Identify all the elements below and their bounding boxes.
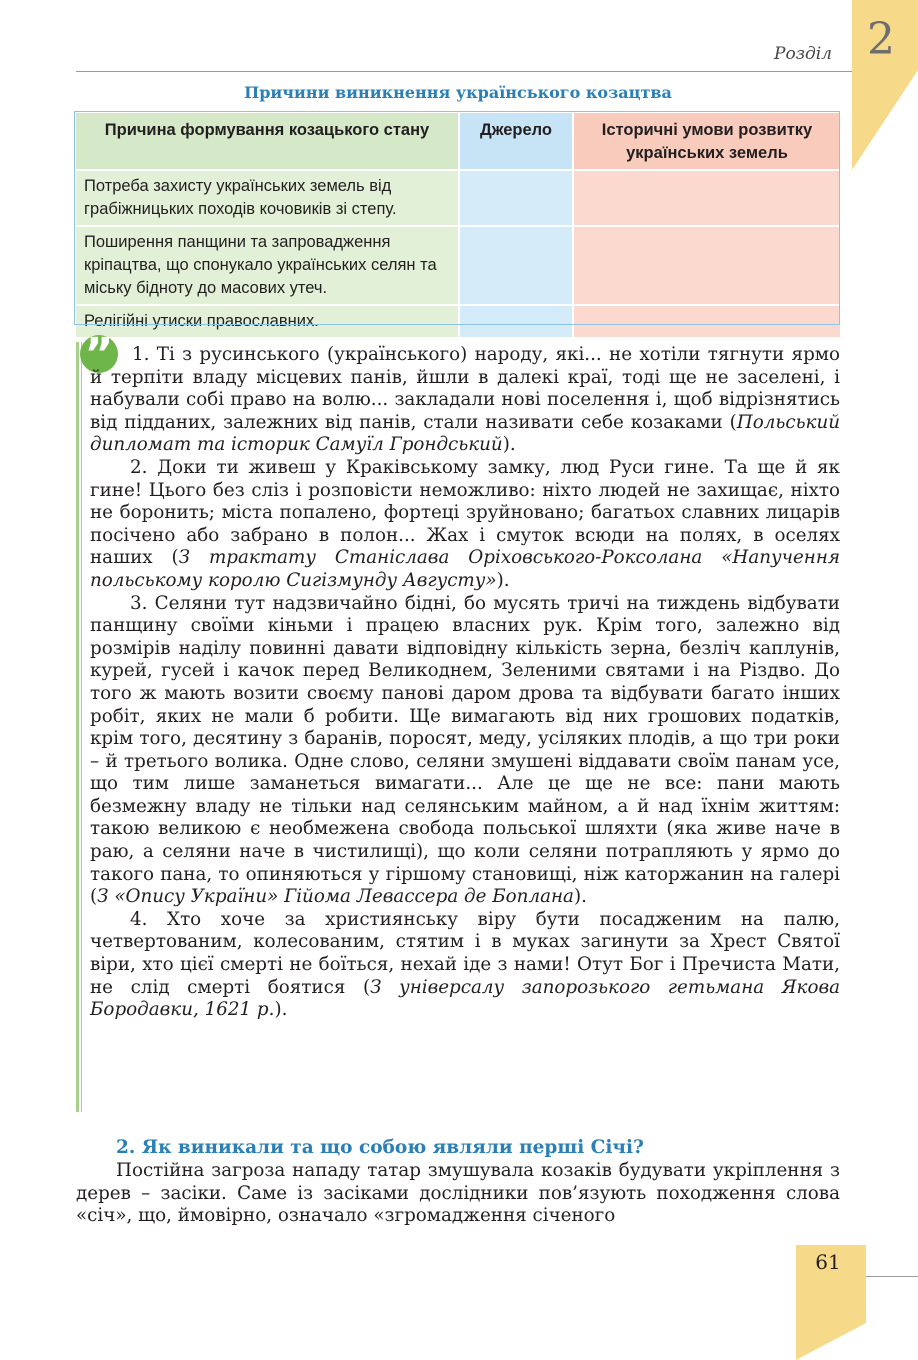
cell-reason: Потреба захисту українських земель від грабіжницьких походів кочовиків зі степу. [75, 170, 459, 226]
source-paragraph [90, 909, 840, 1022]
table-row [75, 170, 841, 226]
source-attribution: З універсалу запорозького гетьмана Якова Бородавки, 1621 р. [90, 976, 840, 1021]
column-header-conditions: Історичні умови розвитку українських земель [573, 112, 841, 170]
body-text [76, 1160, 840, 1228]
header-rule [76, 71, 852, 72]
cell-source [459, 226, 573, 305]
quote-side-bar-thin [81, 342, 82, 1112]
source-attribution: З «Опису України» Гійома Левассера де Боплана [97, 886, 574, 908]
cell-conditions [573, 226, 841, 305]
source-close: ). [502, 434, 516, 456]
table-row [75, 226, 841, 305]
historical-sources [90, 344, 840, 1022]
cell-conditions [573, 305, 841, 338]
source-paragraph [90, 457, 840, 593]
cell-conditions [573, 170, 841, 226]
body-paragraph: Постійна загроза нападу татар змушувала козаків будувати укріплення з дерев – засіки. Саме із засіками дослідники пов’язують походження слова «січ», що, ймовірно, означало «згромадження січеного [76, 1160, 840, 1227]
source-close: ). [573, 886, 587, 908]
cell-reason: Релігійні утиски православних. [75, 305, 459, 338]
section-heading: 2. Як виникали та що собою являли перші Січі? [116, 1137, 644, 1158]
cell-source [459, 305, 573, 338]
source-paragraph [90, 593, 840, 909]
source-text: 1. Ті з русинського (українського) народу, які... не хотіли тягнути ярмо й терпіти владу місцевих панів, йшли в далекі краї, тоді ще не заселені, і набували собі право на волю... закладали нові поселення і, щоб відрізнятись від підданих, залежних від панів, стали називати себе козаками ( [90, 344, 840, 433]
source-close: ). [496, 569, 510, 591]
quote-side-bar [76, 342, 79, 1112]
table-title: Причини виникнення українського козацтва [244, 83, 672, 102]
source-paragraph [90, 344, 840, 457]
source-attribution: З трактату Станіслава Оріховського-Роксолана «Напучення польському королю Сигізмунду Августу» [90, 547, 840, 591]
page-number: 61 [815, 1250, 841, 1274]
footer-rule [866, 1276, 918, 1277]
table-header-row [75, 112, 841, 170]
column-header-source: Джерело [459, 112, 573, 170]
source-text: 4. Хто хоче за християнську віру бути посадженим на палю, четвертованим, колесованим, стятим і в муках загинути за Хрест Святої віри, хто цієї смерті не боїться, нехай іде з нами! Отут Бог і Пречиста Мати, не слід смерті боятися ( [90, 908, 840, 998]
reasons-table [74, 111, 842, 339]
section-label: Розділ [774, 44, 832, 64]
column-header-reason: Причина формування козацького стану [75, 112, 459, 170]
source-text: 2. Доки ти живеш у Краківському замку, люд Руси гине. Та ще й як гине! Цього без сліз і розповісти неможливо: ніхто людей не захищає, ніхто не боронить; міста попалено, фортеці зруйновано; багатьох славних лицарів посічено або забрано в полон... Жах і смуток всюди на полях, в оселях наших ( [90, 456, 840, 569]
page-number-tab-tail [796, 1323, 866, 1360]
source-text: 3. Селяни тут надзвичайно бідні, бо мусять тричі на тиждень відбувати панщину своїми кіньми і працею власних рук. Крім того, залежно від розмірів наділу повинні давати відповідну кількість зерна, безліч каплунів, курей, гусей і качок перед Великоднем, Зеленими святами і на Різдво. До того ж мають возити своєму панові даром дрова та відбувати багато інших робіт, яких не мали б робити. Ще вимагають від них грошових податків, крім того, десятину з баранів, поросят, меду, усіляких плодів, а що три роки – й третього волика. Одне слово, селяни змушені віддавати своїм панам усе, що тим лише заманеться вимагати... Але це ще не все: пани мають безмежну владу не тільки над селянським майном, а й над їхнім життям: такою великою є необмежена свобода польської шляхти (яка живе наче в раю, а селяни наче в чистилищі), що коли селяни потрапляють у ярмо до такого пана, то опиняються у гіршому становищі, ніж каторжанин на галері ( [90, 592, 840, 908]
cell-reason: Поширення панщини та запровадження кріпацтва, що спонукало українських селян та міську бідноту до масових утеч. [75, 226, 459, 305]
chapter-number: 2 [867, 14, 895, 65]
chapter-tab-tail [852, 70, 918, 170]
source-close: ). [274, 999, 288, 1021]
cell-source [459, 170, 573, 226]
table-row [75, 305, 841, 338]
source-attribution: Польський дипломат та історик Самуїл Грондський [90, 411, 840, 456]
quote-glyph: ” [84, 329, 114, 380]
